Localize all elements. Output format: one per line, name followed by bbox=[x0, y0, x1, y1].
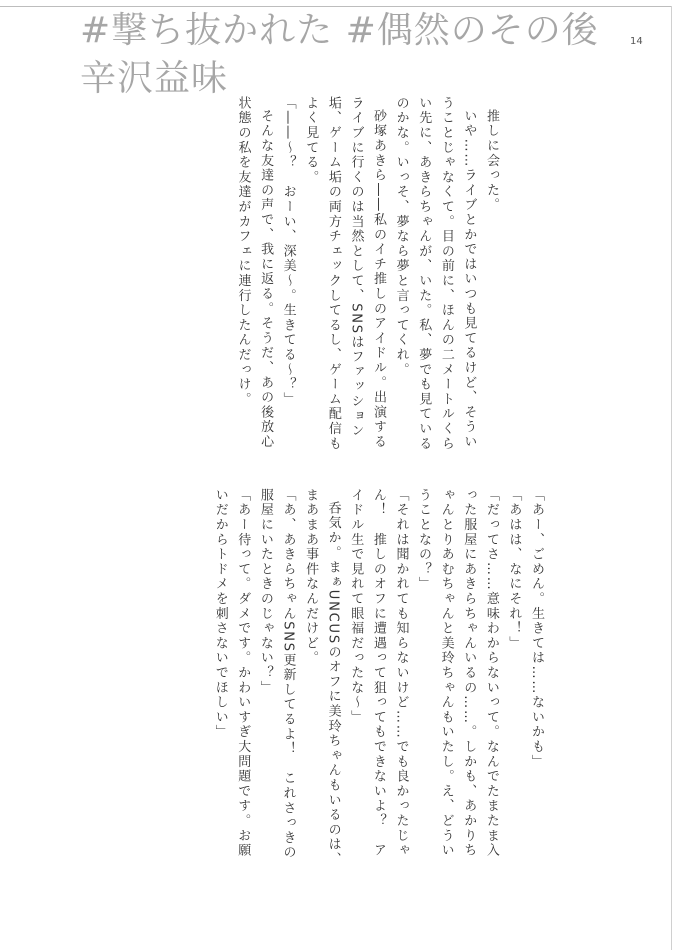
paragraph: 砂塚あきら――私のイチ推しのアイドル。出演するライブに行くのは当然として、SNSはファッション垢、ゲーム垢の両方チェックしてるし、ゲーム配信もよく見てる。 bbox=[303, 96, 387, 452]
paragraph: 呑気か。まぁUNCUSのオフに美玲ちゃんもいるのは、まあまあ事件なんだけど。 bbox=[303, 488, 341, 867]
dialogue-line: 「あー、ごめん。生きては……ないかも」 bbox=[529, 488, 544, 770]
dialogue-line: 「あー待って。ダメです。かわいすぎ大問題です。お願いだからトドメを刺さないでほしい」 bbox=[212, 488, 251, 858]
paragraph: いや……ライブとかではいつも見てるけど、そういうことじゃなくて。目の前に、ほんの二メートルくらい先に、あきらちゃんが、いた。私、夢でも見ているのかな。いっそ、夢なら夢と言ってくれ。 bbox=[393, 96, 477, 452]
header-title: #撃ち抜かれた #偶然のその後 bbox=[80, 10, 599, 51]
dialogue-line: 「――～？ おーい、深美～。生きてる～？」 bbox=[280, 96, 296, 407]
page-number: 14 bbox=[630, 36, 643, 47]
text-block-lower bbox=[7, 488, 547, 868]
top-rule bbox=[0, 6, 672, 7]
paragraph: 推しに会った。 bbox=[484, 109, 499, 213]
dialogue-line: 「だってさ……意味わからないって。なんでたまたま入った服屋にあきらちゃんいるの……。しかも、あかりちゃんとりあむちゃんと美玲ちゃんもいたし。え、どういうことなの？」 bbox=[416, 488, 499, 858]
dialogue-line: 「それは聞かれても知らないけど……でも良かったじゃん！ 推しのオフに遭遇って狙ってもできないよ？ アイドル生で見れて眼福だったな～」 bbox=[348, 488, 409, 858]
right-rule bbox=[671, 6, 672, 950]
dialogue-line: 「あはは、なにそれ！」 bbox=[506, 488, 522, 651]
dialogue-line: 「あ、あきらちゃんSNS更新してるよ！ これさっきの服屋にいたときのじゃない？」 bbox=[257, 488, 296, 861]
header-author: 辛沢益味 bbox=[80, 58, 229, 99]
paragraph: そんな友達の声で、我に返る。そうだ、あの後放心状態の私を友達がカフェに連行したんだっけ。 bbox=[235, 96, 274, 450]
text-block-upper bbox=[7, 96, 547, 456]
